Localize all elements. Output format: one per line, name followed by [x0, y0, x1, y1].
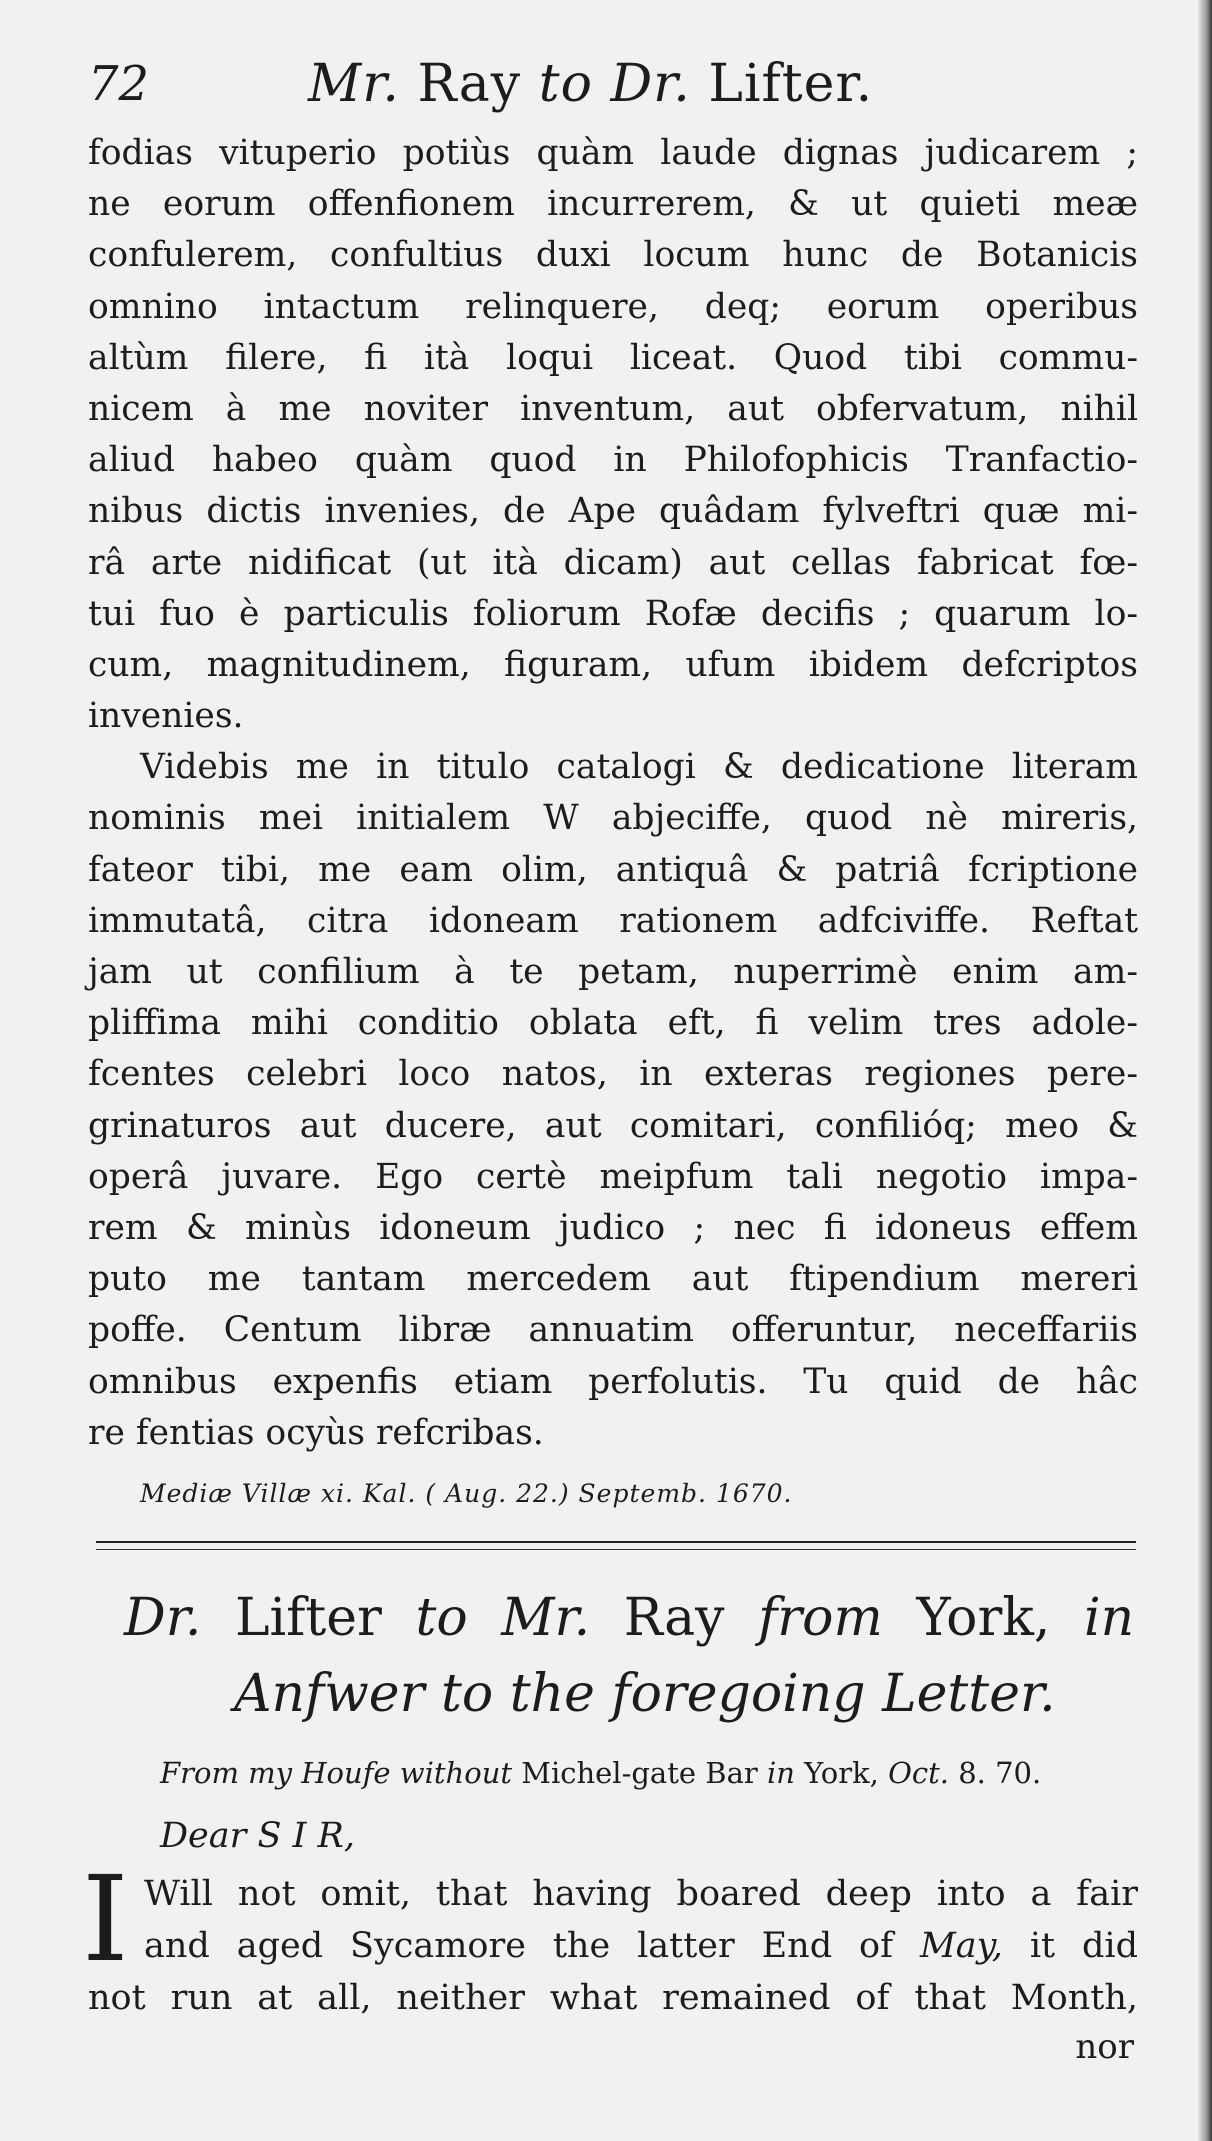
from-line: [88, 1750, 1138, 1796]
text-line: aliud habeo quàm quod in Philofophicis Tranfactio-: [88, 440, 1138, 481]
heading-mr: Mr.: [501, 1587, 591, 1648]
from-in: in: [766, 1755, 795, 1790]
text-line: poffe. Centum libræ annuatim offeruntur, neceffariis: [88, 1310, 1138, 1351]
letter-body: [82, 1849, 1138, 2024]
heading-from: from: [758, 1587, 883, 1648]
dateline: Mediæ Villæ xi. Kal. ( Aug. 22.) Septemb. 1670.: [140, 1478, 793, 1508]
from-date: 8. 70.: [948, 1755, 1042, 1790]
from-my-house: From my Houfe without: [160, 1755, 513, 1790]
text-line: Videbis me in titulo catalogi & dedicatione literam: [140, 747, 1138, 788]
text-line: pliffima mihi conditio oblata eft, fi velim tres adole-: [88, 1003, 1138, 1044]
reply-heading-line1: [88, 1580, 1138, 1656]
heading-to: to: [415, 1587, 468, 1648]
heading-dr: Dr.: [124, 1587, 202, 1648]
section-rule-thin: [96, 1549, 1136, 1550]
text-line: fcentes celebri loco natos, in exteras regiones pere-: [88, 1054, 1138, 1095]
text-line: cum, magnitudinem, figuram, ufum ibidem defcriptos: [88, 644, 1138, 685]
drop-cap: I: [82, 1849, 129, 1988]
heading-ray: Ray: [623, 1587, 725, 1648]
text-line: omnibus expenfis etiam perfolutis. Tu quid de hâc: [88, 1361, 1138, 1402]
text-line: nominis mei initialem W abjeciffe, quod nè mireris,: [88, 798, 1138, 839]
running-title-to: to: [538, 54, 593, 114]
from-oct: Oct.: [888, 1755, 949, 1790]
text-line: fodias vituperio potiùs quàm laude dignas judicarem ;: [88, 133, 1138, 173]
text-line: Will not omit, that having boared deep into a fair: [144, 1873, 1138, 1914]
heading-york: York,: [916, 1587, 1051, 1648]
text-line: rem & minùs idoneum judico ; nec fi idoneus effem: [88, 1207, 1138, 1248]
paragraph-ray-videbis: [88, 742, 1138, 1459]
running-head: [88, 40, 1138, 128]
text-line: ne eorum offenfionem incurrerem, & ut quieti meæ: [88, 184, 1138, 225]
running-title-mr: Mr.: [308, 54, 400, 114]
text-line: omnino intactum relinquere, deq; eorum operibus: [88, 286, 1138, 327]
text-line: [88, 1920, 1138, 1972]
section-rule: [96, 1541, 1136, 1543]
text-line: fateor tibi, me eam olim, antiquâ & patriâ fcriptione: [88, 849, 1138, 890]
catchword: nor: [1075, 2026, 1134, 2067]
text-line: nicem à me noviter inventum, aut obfervatum, nihil: [88, 388, 1138, 429]
book-page: [82, 40, 1138, 2070]
text-line: invenies.: [88, 696, 244, 737]
text-line: operâ juvare. Ego certè meipfum tali negotio impa-: [88, 1156, 1138, 1197]
heading-in: in: [1083, 1587, 1135, 1648]
text-line: immutatâ, citra idoneam rationem adfciviffe. Reftat: [88, 900, 1138, 941]
page-number: 72: [88, 56, 150, 112]
text-line: re fentias ocyùs refcribas.: [88, 1412, 544, 1453]
text-segment: it did: [1002, 1925, 1138, 1966]
text-line: confulerem, confultius duxi locum hunc de Botanicis: [88, 235, 1138, 276]
text-line: jam ut confilium à te petam, nuperrimè enim am-: [88, 952, 1138, 992]
from-michelgate: Michel-gate Bar: [512, 1755, 767, 1790]
salutation: Dear S I R,: [160, 1815, 356, 1856]
text-segment: and aged Sycamore the latter End of: [144, 1925, 920, 1966]
text-line: nibus dictis invenies, de Ape quâdam fylveftri quæ mi-: [88, 491, 1138, 532]
text-line: tui fuo è particulis foliorum Rofæ decifis ; quarum lo-: [88, 593, 1138, 634]
from-york: York,: [794, 1755, 889, 1790]
reply-heading-line2: Anfwer to the foregoing Letter.: [234, 1663, 1056, 1724]
text-line: not run at all, neither what remained of that Month,: [88, 1977, 1138, 2018]
paragraph-ray-botanicis: [88, 128, 1138, 742]
text-line: râ arte nidificat (ut ità dicam) aut cellas fabricat fœ-: [88, 542, 1138, 583]
running-title-ray: Ray: [399, 54, 539, 114]
text-line: puto me tantam mercedem aut ftipendium mereri: [88, 1259, 1138, 1300]
running-title-lister: Lifter.: [690, 54, 874, 114]
text-line: grinaturos aut ducere, aut comitari, confilióq; meo &: [88, 1105, 1138, 1146]
text-line: altùm filere, fi ità loqui liceat. Quod tibi commu-: [88, 337, 1138, 378]
heading-lister: Lifter: [234, 1587, 382, 1648]
text-segment-italic: May,: [919, 1925, 1003, 1966]
running-title-dr: Dr.: [592, 54, 691, 114]
running-title: [308, 40, 873, 128]
page-edge-shadow: [1198, 0, 1212, 2141]
